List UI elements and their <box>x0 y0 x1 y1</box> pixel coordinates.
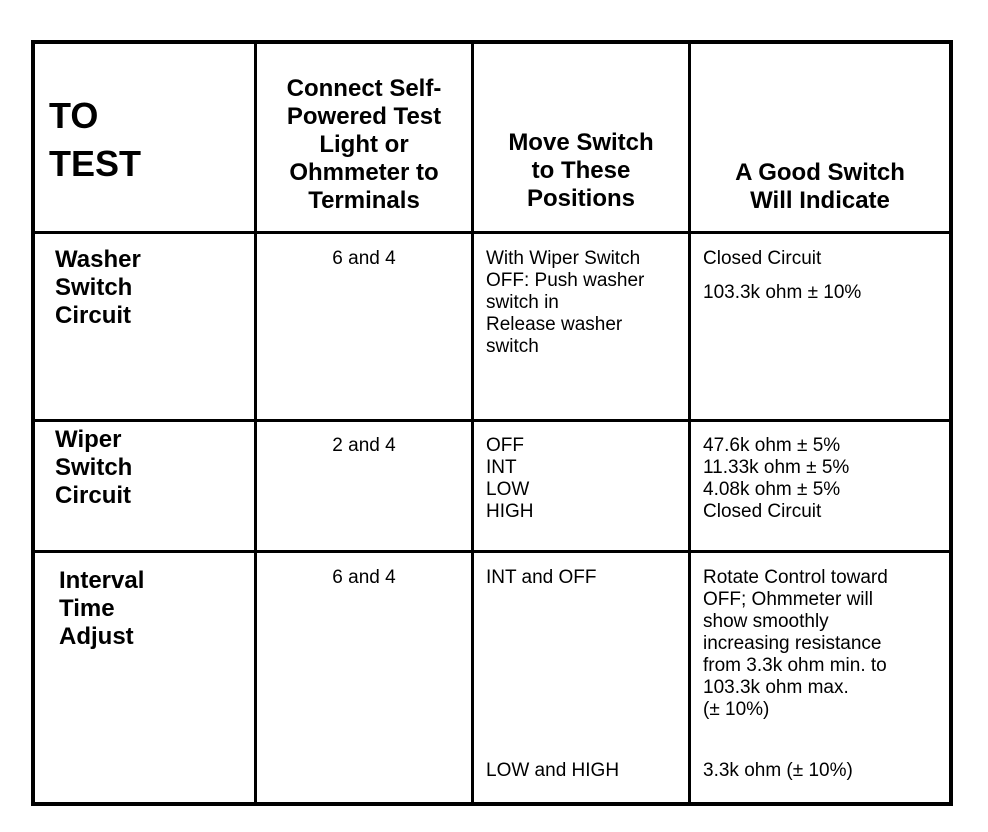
terminals-value: 6 and 4 <box>332 248 396 269</box>
indicate-line: Closed Circuit <box>703 248 822 269</box>
row-title-line: Switch <box>55 454 133 481</box>
indicate-line: 103.3k ohm max. <box>703 677 849 698</box>
indicate-line: Closed Circuit <box>703 501 822 522</box>
position-line: Release washer <box>486 314 623 335</box>
indicate-line: increasing resistance <box>703 633 882 654</box>
terminals-value: 6 and 4 <box>332 567 396 588</box>
indicate-line: 47.6k ohm ± 5% <box>703 435 841 456</box>
row-interval-indicate <box>691 553 949 802</box>
position-line: INT <box>486 457 517 478</box>
header-line: to These <box>531 157 631 184</box>
indicate-line: 11.33k ohm ± 5% <box>703 457 850 478</box>
position-line: OFF <box>486 435 524 456</box>
position-line: HIGH <box>486 501 534 522</box>
row-interval-terminals <box>257 553 474 802</box>
header-line: TEST <box>49 143 142 184</box>
position-line: INT and OFF <box>486 567 597 588</box>
header-line: Connect Self- <box>286 75 442 102</box>
row-wiper-positions <box>474 422 691 553</box>
indicate-line: OFF; Ohmmeter will <box>703 589 873 610</box>
terminals-value: 2 and 4 <box>332 435 396 456</box>
header-to-test <box>35 44 257 234</box>
row-washer-title <box>35 234 257 422</box>
header-line: A Good Switch <box>735 159 905 186</box>
row-title-line: Time <box>59 595 115 622</box>
indicate-line: (± 10%) <box>703 699 770 720</box>
row-washer-indicate <box>691 234 949 422</box>
row-title-line: Circuit <box>55 482 132 509</box>
indicate-line: 103.3k ohm ± 10% <box>703 282 862 303</box>
switch-test-table <box>31 40 953 806</box>
position-line: switch <box>486 336 539 357</box>
header-move-switch <box>474 44 691 234</box>
row-washer-terminals <box>257 234 474 422</box>
row-wiper-indicate <box>691 422 949 553</box>
row-wiper-terminals <box>257 422 474 553</box>
indicate-bottom-line: 3.3k ohm (± 10%) <box>703 760 853 781</box>
position-line: switch in <box>486 292 559 313</box>
header-good-switch <box>691 44 949 234</box>
row-title-line: Wiper <box>55 426 122 453</box>
indicate-line: Rotate Control toward <box>703 567 888 588</box>
position-bottom-line: LOW and HIGH <box>486 760 620 781</box>
row-interval-title <box>35 553 257 802</box>
header-line: Powered Test <box>286 103 442 130</box>
row-title-line: Interval <box>59 567 145 594</box>
row-title-line: Adjust <box>59 623 134 650</box>
header-line: Will Indicate <box>750 187 890 214</box>
header-line: Move Switch <box>508 129 654 156</box>
row-interval-positions <box>474 553 691 802</box>
position-line: LOW <box>486 479 530 500</box>
row-washer-positions <box>474 234 691 422</box>
row-title-line: Circuit <box>55 302 132 329</box>
header-connect-terminals <box>257 44 474 234</box>
row-wiper-title <box>35 422 257 553</box>
position-line: With Wiper Switch <box>486 248 641 269</box>
position-line: OFF: Push washer <box>486 270 645 291</box>
header-line: Light or <box>319 131 409 158</box>
header-line: Ohmmeter to <box>289 159 439 186</box>
row-title-line: Switch <box>55 274 133 301</box>
header-line: Positions <box>526 185 635 212</box>
header-line: Terminals <box>308 187 420 214</box>
indicate-line: 4.08k ohm ± 5% <box>703 479 841 500</box>
row-title-line: Washer <box>55 246 141 273</box>
indicate-line: from 3.3k ohm min. to <box>703 655 887 676</box>
indicate-line: show smoothly <box>703 611 829 632</box>
header-line: TO <box>49 95 99 136</box>
